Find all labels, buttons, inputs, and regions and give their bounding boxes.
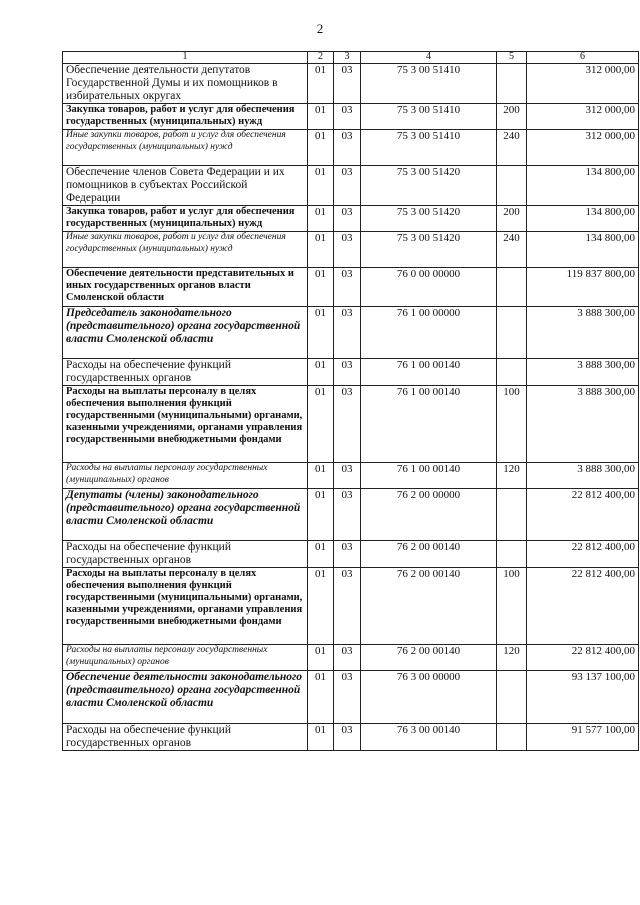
- table-row: [63, 463, 639, 489]
- row-amount-cell: 22 812 400,00: [527, 541, 639, 568]
- row-section-cell: 01: [308, 386, 334, 463]
- table-row: [63, 130, 639, 166]
- row-amount-cell: 93 137 100,00: [527, 671, 639, 724]
- row-expense-type-cell: 120: [497, 463, 527, 489]
- row-target-article-cell: 76 3 00 00140: [361, 724, 497, 751]
- row-name-cell: Иные закупки товаров, работ и услуг для обеспечения государственных (муниципальных) нужд: [63, 130, 308, 166]
- row-section-cell: 01: [308, 232, 334, 268]
- table-body: [63, 64, 639, 751]
- table-row: [63, 489, 639, 541]
- row-amount-cell: 22 812 400,00: [527, 568, 639, 645]
- row-name-cell: Расходы на обеспечение функций государственных органов: [63, 541, 308, 568]
- row-expense-type-cell: 100: [497, 386, 527, 463]
- row-section-cell: 01: [308, 671, 334, 724]
- row-target-article-cell: 75 3 00 51410: [361, 130, 497, 166]
- row-name-cell: Расходы на выплаты персоналу государственных (муниципальных) органов: [63, 463, 308, 489]
- row-amount-cell: 22 812 400,00: [527, 489, 639, 541]
- row-amount-cell: 312 000,00: [527, 64, 639, 104]
- table-row: [63, 568, 639, 645]
- row-section-cell: 01: [308, 130, 334, 166]
- row-subsection-cell: 03: [334, 206, 361, 232]
- row-subsection-cell: 03: [334, 386, 361, 463]
- row-name-cell: Обеспечение деятельности законодательного (представительного) органа государственной власти Смоленской области: [63, 671, 308, 724]
- table-row: [63, 541, 639, 568]
- row-target-article-cell: 76 1 00 00140: [361, 359, 497, 386]
- row-amount-cell: 3 888 300,00: [527, 307, 639, 359]
- table-row: [63, 64, 639, 104]
- row-target-article-cell: 76 3 00 00000: [361, 671, 497, 724]
- row-target-article-cell: 76 2 00 00000: [361, 489, 497, 541]
- row-section-cell: 01: [308, 568, 334, 645]
- row-expense-type-cell: [497, 671, 527, 724]
- row-subsection-cell: 03: [334, 232, 361, 268]
- row-amount-cell: 22 812 400,00: [527, 645, 639, 671]
- row-name-cell: Председатель законодательного (представительного) органа государственной власти Смоленской области: [63, 307, 308, 359]
- header-col-3: 3: [334, 52, 361, 64]
- table-row: [63, 166, 639, 206]
- row-amount-cell: 134 800,00: [527, 232, 639, 268]
- row-subsection-cell: 03: [334, 64, 361, 104]
- row-section-cell: 01: [308, 206, 334, 232]
- row-name-cell: Расходы на выплаты персоналу в целях обеспечения выполнения функций государственными (муниципальными) органами, казенными учреждениями, органами управления государственными внебюджетными фондами: [63, 386, 308, 463]
- row-section-cell: 01: [308, 268, 334, 307]
- table-row: [63, 268, 639, 307]
- row-expense-type-cell: [497, 64, 527, 104]
- row-section-cell: 01: [308, 724, 334, 751]
- row-target-article-cell: 76 0 00 00000: [361, 268, 497, 307]
- row-expense-type-cell: 100: [497, 568, 527, 645]
- header-col-6: 6: [527, 52, 639, 64]
- row-subsection-cell: 03: [334, 359, 361, 386]
- row-section-cell: 01: [308, 64, 334, 104]
- budget-table: [62, 51, 639, 751]
- header-col-2: 2: [308, 52, 334, 64]
- row-target-article-cell: 76 1 00 00000: [361, 307, 497, 359]
- header-col-1: 1: [63, 52, 308, 64]
- table-row: [63, 645, 639, 671]
- row-subsection-cell: 03: [334, 104, 361, 130]
- row-amount-cell: 312 000,00: [527, 104, 639, 130]
- row-subsection-cell: 03: [334, 268, 361, 307]
- row-amount-cell: 3 888 300,00: [527, 359, 639, 386]
- row-amount-cell: 3 888 300,00: [527, 463, 639, 489]
- row-name-cell: Расходы на обеспечение функций государственных органов: [63, 724, 308, 751]
- row-name-cell: Расходы на выплаты персоналу в целях обеспечения выполнения функций государственными (муниципальными) органами, казенными учреждениями, органами управления государственными внебюджетными фондами: [63, 568, 308, 645]
- table-row: [63, 307, 639, 359]
- row-section-cell: 01: [308, 463, 334, 489]
- header-col-5: 5: [497, 52, 527, 64]
- row-amount-cell: 134 800,00: [527, 166, 639, 206]
- row-name-cell: Расходы на обеспечение функций государственных органов: [63, 359, 308, 386]
- row-expense-type-cell: 200: [497, 104, 527, 130]
- table-row: [63, 671, 639, 724]
- row-expense-type-cell: [497, 307, 527, 359]
- row-section-cell: 01: [308, 166, 334, 206]
- row-expense-type-cell: [497, 489, 527, 541]
- row-subsection-cell: 03: [334, 130, 361, 166]
- row-expense-type-cell: [497, 166, 527, 206]
- row-section-cell: 01: [308, 307, 334, 359]
- row-section-cell: 01: [308, 359, 334, 386]
- row-amount-cell: 3 888 300,00: [527, 386, 639, 463]
- row-subsection-cell: 03: [334, 307, 361, 359]
- row-name-cell: Иные закупки товаров, работ и услуг для обеспечения государственных (муниципальных) нужд: [63, 232, 308, 268]
- row-expense-type-cell: [497, 268, 527, 307]
- row-subsection-cell: 03: [334, 671, 361, 724]
- row-expense-type-cell: 240: [497, 232, 527, 268]
- row-subsection-cell: 03: [334, 489, 361, 541]
- row-target-article-cell: 76 2 00 00140: [361, 568, 497, 645]
- row-name-cell: Обеспечение деятельности депутатов Государственной Думы и их помощников в избирательных округах: [63, 64, 308, 104]
- row-target-article-cell: 75 3 00 51410: [361, 104, 497, 130]
- row-expense-type-cell: 120: [497, 645, 527, 671]
- page-number: 2: [316, 21, 324, 36]
- row-amount-cell: 91 577 100,00: [527, 724, 639, 751]
- row-target-article-cell: 75 3 00 51420: [361, 232, 497, 268]
- row-target-article-cell: 75 3 00 51420: [361, 206, 497, 232]
- row-subsection-cell: 03: [334, 645, 361, 671]
- table-row: [63, 359, 639, 386]
- table-header-row: [63, 52, 639, 64]
- row-target-article-cell: 76 1 00 00140: [361, 386, 497, 463]
- row-subsection-cell: 03: [334, 541, 361, 568]
- row-subsection-cell: 03: [334, 724, 361, 751]
- row-expense-type-cell: [497, 724, 527, 751]
- row-section-cell: 01: [308, 489, 334, 541]
- row-expense-type-cell: 200: [497, 206, 527, 232]
- row-expense-type-cell: [497, 541, 527, 568]
- table-row: [63, 104, 639, 130]
- row-subsection-cell: 03: [334, 166, 361, 206]
- table-row: [63, 724, 639, 751]
- row-amount-cell: 312 000,00: [527, 130, 639, 166]
- row-target-article-cell: 76 2 00 00140: [361, 541, 497, 568]
- row-target-article-cell: 76 2 00 00140: [361, 645, 497, 671]
- table-row: [63, 386, 639, 463]
- row-expense-type-cell: [497, 359, 527, 386]
- row-amount-cell: 134 800,00: [527, 206, 639, 232]
- row-target-article-cell: 76 1 00 00140: [361, 463, 497, 489]
- row-name-cell: Обеспечение членов Совета Федерации и их помощников в субъектах Российской Федерации: [63, 166, 308, 206]
- row-section-cell: 01: [308, 645, 334, 671]
- row-name-cell: Закупка товаров, работ и услуг для обеспечения государственных (муниципальных) нужд: [63, 206, 308, 232]
- row-section-cell: 01: [308, 104, 334, 130]
- row-name-cell: Расходы на выплаты персоналу государственных (муниципальных) органов: [63, 645, 308, 671]
- row-name-cell: Обеспечение деятельности представительных и иных государственных органов власти Смоленской области: [63, 268, 308, 307]
- row-name-cell: Депутаты (члены) законодательного (представительного) органа государственной власти Смоленской области: [63, 489, 308, 541]
- row-target-article-cell: 75 3 00 51410: [361, 64, 497, 104]
- row-subsection-cell: 03: [334, 568, 361, 645]
- row-target-article-cell: 75 3 00 51420: [361, 166, 497, 206]
- row-name-cell: Закупка товаров, работ и услуг для обеспечения государственных (муниципальных) нужд: [63, 104, 308, 130]
- row-subsection-cell: 03: [334, 463, 361, 489]
- table-row: [63, 232, 639, 268]
- row-expense-type-cell: 240: [497, 130, 527, 166]
- row-section-cell: 01: [308, 541, 334, 568]
- table-row: [63, 206, 639, 232]
- header-col-4: 4: [361, 52, 497, 64]
- row-amount-cell: 119 837 800,00: [527, 268, 639, 307]
